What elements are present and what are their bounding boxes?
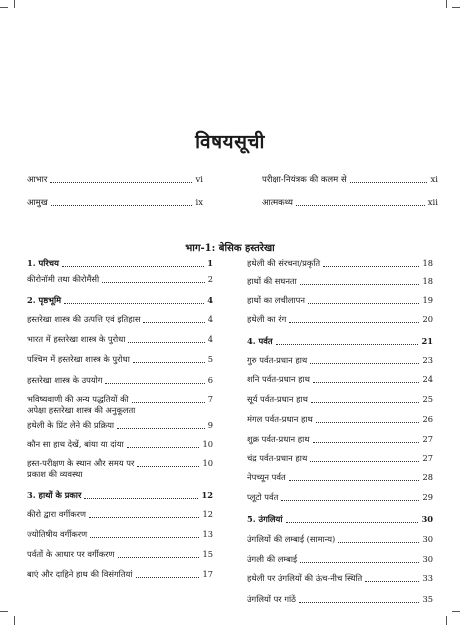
toc-entry[interactable] — [27, 334, 213, 345]
front-matter-entry[interactable] — [27, 196, 203, 208]
entry-page: 4 — [207, 295, 213, 305]
dot-leader — [90, 536, 199, 538]
dot-leader — [137, 465, 199, 467]
entry-page: 10 — [202, 439, 213, 449]
toc-entry[interactable] — [27, 458, 213, 480]
entry-label: आमुख — [27, 198, 48, 208]
toc-entry[interactable] — [247, 374, 433, 385]
entry-label: कीरोनॉमी तथा कीरोमैंसी — [27, 274, 100, 284]
entry-label: भारत में हस्तरेखा शास्त्र के पुरोधा — [27, 334, 126, 344]
entry-page: 19 — [422, 295, 433, 305]
entry-page: 27 — [422, 453, 433, 463]
dot-leader — [62, 265, 204, 267]
toc-entry[interactable] — [247, 258, 433, 269]
entry-page: 18 — [422, 276, 433, 286]
entry-first-line — [27, 394, 213, 405]
dot-leader — [311, 401, 419, 403]
dot-leader — [105, 382, 204, 384]
entry-label: हाथों का लचीलापन — [247, 295, 305, 305]
dot-leader — [313, 441, 420, 443]
dot-leader — [118, 556, 200, 558]
crop-mark — [0, 611, 8, 612]
entry-page: xi — [430, 175, 438, 185]
dot-leader — [299, 601, 419, 603]
entry-label: आत्मकथ्य — [262, 198, 293, 208]
toc-entry[interactable] — [247, 594, 433, 605]
toc-entry[interactable] — [247, 472, 433, 483]
entry-page: 27 — [422, 434, 433, 444]
entry-label: 5. उंगलियां — [247, 514, 283, 524]
entry-page: vi — [195, 175, 203, 185]
entry-page: 9 — [207, 420, 213, 430]
toc-entry[interactable] — [27, 569, 213, 580]
toc-chapter-heading[interactable] — [27, 258, 213, 269]
crop-mark — [446, 616, 447, 625]
dot-leader — [117, 427, 205, 429]
toc-entry[interactable] — [247, 295, 433, 306]
entry-page: 15 — [202, 549, 213, 559]
entry-label: शुक्र पर्वत-प्रधान हाथ — [247, 434, 310, 444]
dot-leader — [143, 321, 204, 323]
entry-label: परीक्षा-नियंत्रक की कलम से — [262, 175, 347, 185]
crop-mark — [452, 611, 460, 612]
dot-leader — [350, 181, 428, 183]
toc-entry[interactable] — [247, 414, 433, 425]
crop-mark — [446, 0, 447, 8]
entry-page: 2 — [207, 274, 213, 284]
entry-label: 4. पर्वत — [247, 336, 273, 346]
dot-leader — [102, 281, 205, 283]
toc-chapter-heading[interactable] — [247, 336, 433, 347]
entry-page: 10 — [202, 458, 213, 468]
toc-entry[interactable] — [27, 529, 213, 540]
toc-entry[interactable] — [27, 274, 213, 285]
entry-label: कौन सा हाथ देखें, बांया या दांया — [27, 439, 124, 449]
entry-label-continued: प्रकाश की व्यवस्था — [27, 469, 83, 479]
entry-label: चंद्र पर्वत-प्रधान हाथ — [247, 453, 308, 463]
toc-entry[interactable] — [27, 394, 213, 416]
toc-entry[interactable] — [27, 509, 213, 520]
entry-label: हथेली की संरचना/प्रकृति — [247, 258, 321, 268]
entry-label: गुरु पर्वत-प्रधान हाथ — [247, 355, 308, 365]
dot-leader — [365, 580, 419, 582]
dot-leader — [310, 362, 419, 364]
entry-label: हथेली पर उंगलियों की ऊंच-नीच स्थिति — [247, 573, 363, 583]
toc-entry[interactable] — [27, 375, 213, 386]
dot-leader — [310, 460, 419, 462]
dot-leader — [286, 521, 419, 523]
crop-mark — [14, 0, 15, 8]
toc-chapter-heading[interactable] — [27, 490, 213, 501]
toc-entry[interactable] — [247, 453, 433, 464]
toc-entry[interactable] — [27, 439, 213, 450]
entry-text-block — [27, 394, 213, 416]
entry-label: उंगली की लम्बाई — [247, 554, 298, 564]
page-title: विषयसूची — [195, 131, 265, 153]
entry-label: हथेली के प्रिंट लेने की प्रक्रिया — [27, 420, 115, 430]
toc-entry[interactable] — [247, 276, 433, 287]
entry-page: 12 — [201, 490, 213, 500]
dot-leader — [136, 576, 200, 578]
entry-page: 28 — [422, 472, 433, 482]
entry-page: 13 — [202, 529, 213, 539]
entry-page: 1 — [207, 258, 213, 268]
entry-label: बाएं और दाहिने हाथ की विसंगतियां — [27, 569, 133, 579]
entry-label: 2. पृष्ठभूमि — [27, 295, 62, 305]
entry-label: पश्चिम में हस्तरेखा शास्त्र के पुरोधा — [27, 354, 130, 364]
entry-page: 20 — [422, 314, 433, 324]
dot-leader — [313, 381, 419, 383]
entry-page: 17 — [202, 569, 213, 579]
entry-label: कीरो द्वारा वर्गीकरण — [27, 509, 86, 519]
dot-leader — [323, 265, 419, 267]
dot-leader — [300, 561, 419, 563]
toc-entry[interactable] — [247, 355, 433, 366]
entry-label: उंगलियों पर गांठें — [247, 594, 296, 604]
entry-page: 4 — [207, 314, 213, 324]
entry-page: 33 — [422, 573, 433, 583]
dot-leader — [133, 361, 205, 363]
entry-label: नेपच्यून पर्वत — [247, 472, 286, 482]
toc-entry[interactable] — [247, 314, 433, 325]
toc-entry[interactable] — [247, 394, 433, 405]
front-matter-entry[interactable] — [27, 173, 203, 185]
entry-page: 30 — [421, 514, 433, 524]
entry-label: उंगलियों की लम्बाई (सामान्य) — [247, 534, 336, 544]
entry-page: ix — [195, 198, 203, 208]
dot-leader — [276, 343, 419, 345]
entry-label: हस्त-परीक्षण के स्थान और समय पर — [27, 458, 135, 468]
crop-mark — [0, 7, 8, 8]
entry-page: 35 — [422, 594, 433, 604]
entry-label: शनि पर्वत-प्रधान हाथ — [247, 374, 310, 384]
entry-label: हस्तरेखा शास्त्र के उपयोग — [27, 375, 103, 385]
entry-page: 5 — [207, 354, 213, 364]
entry-page: 30 — [422, 554, 433, 564]
dot-leader — [289, 479, 420, 481]
entry-label: हस्तरेखा शास्त्र की उत्पत्ति एवं इतिहास — [27, 314, 141, 324]
entry-label: ज्योतिषीय वर्गीकरण — [27, 529, 88, 539]
entry-page: 25 — [422, 394, 433, 404]
front-matter-entry[interactable] — [262, 173, 438, 185]
crop-mark — [452, 7, 460, 8]
dot-leader — [84, 497, 198, 499]
toc-entry[interactable] — [27, 314, 213, 325]
entry-label: 3. हाथों के प्रकार — [27, 490, 82, 500]
dot-leader — [308, 302, 420, 304]
entry-label: मंगल पर्वत-प्रधान हाथ — [247, 414, 313, 424]
entry-page: 21 — [421, 336, 433, 346]
dot-leader — [51, 204, 193, 206]
dot-leader — [50, 181, 192, 183]
crop-mark — [14, 616, 15, 625]
entry-page: 12 — [202, 509, 213, 519]
entry-page: 29 — [422, 492, 433, 502]
entry-page: 7 — [207, 394, 213, 404]
entry-page: 30 — [422, 534, 433, 544]
toc-entry[interactable] — [247, 534, 433, 545]
entry-label: 1. परिचय — [27, 258, 59, 268]
entry-page: 4 — [207, 334, 213, 344]
entry-label-continued: अपेक्षा हस्तरेखा शास्त्र की अनुकूलता — [27, 405, 136, 415]
dot-leader — [281, 499, 419, 501]
dot-leader — [289, 321, 419, 323]
entry-label: हाथों की सघनता — [247, 276, 297, 286]
toc-chapter-heading[interactable] — [27, 295, 213, 306]
toc-entry[interactable] — [247, 554, 433, 565]
toc-entry[interactable] — [247, 573, 433, 584]
entry-page: 24 — [422, 374, 433, 384]
entry-page: 18 — [422, 258, 433, 268]
entry-page: 23 — [422, 355, 433, 365]
dot-leader — [338, 541, 419, 543]
toc-entry[interactable] — [27, 354, 213, 365]
dot-leader — [127, 446, 200, 448]
entry-label: पर्वतों के आधार पर वर्गीकरण — [27, 549, 115, 559]
entry-page: 6 — [207, 375, 213, 385]
entry-page: xii — [427, 198, 438, 208]
dot-leader — [89, 516, 199, 518]
toc-entry[interactable] — [247, 492, 433, 503]
entry-page: 26 — [422, 414, 433, 424]
toc-entry[interactable] — [27, 420, 213, 431]
entry-first-line — [27, 458, 213, 469]
toc-entry[interactable] — [27, 549, 213, 560]
entry-label: प्लूटो पर्वत — [247, 492, 279, 502]
toc-chapter-heading[interactable] — [247, 514, 433, 525]
front-matter-entry[interactable] — [262, 196, 438, 208]
entry-label: सूर्य पर्वत-प्रधान हाथ — [247, 394, 308, 404]
dot-leader — [316, 421, 420, 423]
section-title: भाग-1: बेसिक हस्तरेखा — [185, 243, 275, 254]
dot-leader — [296, 204, 425, 206]
dot-leader — [300, 283, 420, 285]
entry-label: भविष्यवाणी की अन्य पद्धतियों की — [27, 394, 129, 404]
toc-entry[interactable] — [247, 434, 433, 445]
dot-leader — [64, 302, 204, 304]
dot-leader — [128, 341, 204, 343]
entry-text-block — [27, 458, 213, 480]
dot-leader — [132, 401, 205, 403]
entry-label: आभार — [27, 175, 48, 185]
entry-label: हथेली का रंग — [247, 314, 287, 324]
